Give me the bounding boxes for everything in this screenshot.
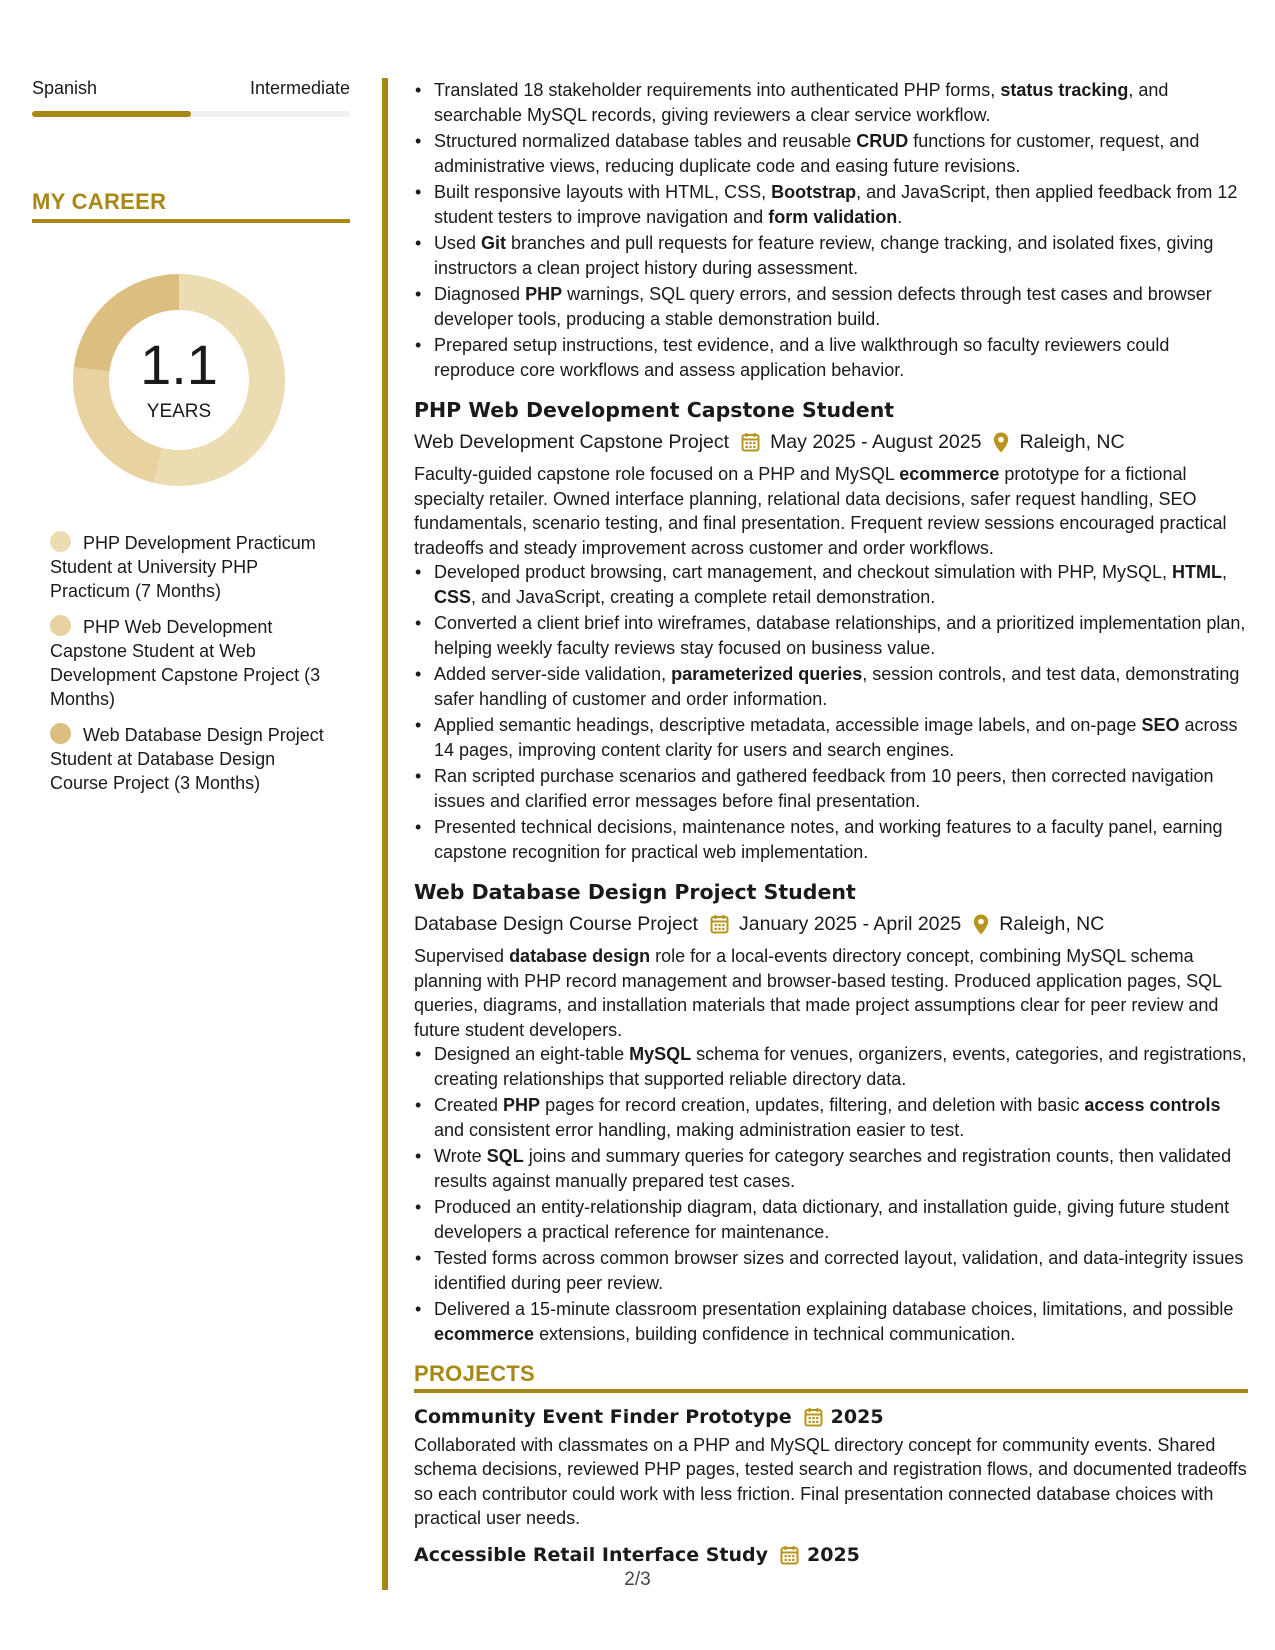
bullet-item: • Converted a client brief into wireframes, database relationships, and a prioritized implementation plan, helping weekly faculty reviews stay focused on business value. <box>434 611 1248 660</box>
language-name: Spanish <box>32 78 98 98</box>
bullet-item: • Applied semantic headings, descriptive metadata, accessible image labels, and on-page SEO across 14 pages, improving content clarity for users and search engines. <box>434 713 1248 762</box>
legend-dot-icon <box>50 615 71 636</box>
role-meta <box>414 428 1248 456</box>
language-proficiency-bar <box>32 111 350 117</box>
career-legend-item <box>50 531 332 603</box>
career-legend-item <box>50 723 332 795</box>
bullet-item: • Structured normalized database tables and reusable CRUD functions for customer, request, and administrative views, reducing duplicate code and easing future revisions. <box>434 129 1248 178</box>
project-title-row <box>414 1541 1248 1569</box>
language-proficiency-fill <box>32 111 191 117</box>
projects-section-title: PROJECTS <box>414 1362 1248 1393</box>
project-title: Accessible Retail Interface Study <box>414 1543 768 1566</box>
calendar-icon <box>741 432 760 452</box>
language-level: Intermediate <box>249 78 350 98</box>
location-icon-wrap <box>993 432 1009 453</box>
role-block <box>414 878 1248 1346</box>
experience-roles <box>414 396 1248 1346</box>
role-bullets <box>414 1042 1248 1346</box>
calendar-icon-wrap <box>710 914 729 934</box>
bullet-item: • Prepared setup instructions, test evidence, and a live walkthrough so faculty reviewers could reproduce core workflows and assess application behavior. <box>434 333 1248 382</box>
bullet-item: • Diagnosed PHP warnings, SQL query errors, and session defects through test cases and browser developer tools, producing a stable demonstration build. <box>434 282 1248 331</box>
project-block <box>414 1403 1248 1531</box>
bullet-item: • Tested forms across common browser sizes and corrected layout, validation, and data-integrity issues identified during peer review. <box>434 1246 1248 1295</box>
calendar-icon-wrap <box>804 1407 823 1427</box>
role-block <box>414 396 1248 864</box>
location-pin-icon <box>993 432 1009 453</box>
role-organization: Database Design Course Project <box>414 913 698 935</box>
legend-label: PHP Development Practicum Student at University PHP Practicum (7 Months) <box>50 533 316 601</box>
bullet-item: • Used Git branches and pull requests for feature review, change tracking, and isolated fixes, giving instructors a clean project history during assessment. <box>434 231 1248 280</box>
location-icon-wrap <box>973 914 989 935</box>
role-meta <box>414 910 1248 938</box>
project-title-row <box>414 1403 1248 1431</box>
career-total-unit: YEARS <box>146 401 212 422</box>
calendar-icon-wrap <box>741 432 760 452</box>
role-title: PHP Web Development Capstone Student <box>414 398 895 422</box>
bullet-item: • Ran scripted purchase scenarios and gathered feedback from 10 peers, then corrected navigation issues and clarified error messages before final presentation. <box>434 764 1248 813</box>
role-description: Faculty-guided capstone role focused on a PHP and MySQL ecommerce prototype for a fictional specialty retailer. Owned interface planning, relational data decisions, safer request handling, SEO fundamentals, scenario testing, and final presentation. Frequent review sessions encouraged practical tradeoffs and steady improvement across customer and order workflows. <box>414 464 1227 558</box>
bullet-item: • Wrote SQL joins and summary queries for category searches and registration counts, then validated results against manually prepared test cases. <box>434 1144 1248 1193</box>
location-pin-icon <box>973 914 989 935</box>
page-number: 2/3 <box>624 1569 651 1590</box>
career-donut <box>66 267 292 493</box>
bullet-item: • Developed product browsing, cart management, and checkout simulation with PHP, MySQL, HTML, CSS, and JavaScript, creating a complete retail demonstration. <box>434 560 1248 609</box>
role-dates: January 2025 - April 2025 <box>738 913 962 935</box>
bullet-item: • Built responsive layouts with HTML, CSS, Bootstrap, and JavaScript, then applied feedback from 12 student testers to improve navigation and form validation. <box>434 180 1248 229</box>
previous-role-bullets <box>414 78 1248 382</box>
calendar-icon-wrap <box>780 1545 799 1565</box>
bullet-item: • Presented technical decisions, maintenance notes, and working features to a faculty panel, earning capstone recognition for practical web implementation. <box>434 815 1248 864</box>
calendar-icon <box>710 914 729 934</box>
bullet-item: • Designed an eight-table MySQL schema for venues, organizers, events, categories, and registrations, creating relationships that supported reliable directory data. <box>434 1042 1248 1091</box>
project-block <box>414 1541 1248 1569</box>
bullet-item: • Created PHP pages for record creation, updates, filtering, and deletion with basic access controls and consistent error handling, making administration easier to test. <box>434 1093 1248 1142</box>
calendar-icon <box>780 1545 799 1565</box>
project-year: 2025 <box>807 1543 860 1566</box>
project-description: Collaborated with classmates on a PHP and MySQL directory concept for community events. Shared schema decisions, reviewed PHP pages, tested search and registration flows, and documented tradeoffs so each contributor could work with less friction. Final presentation connected database choices with practical user needs. <box>414 1434 1247 1528</box>
role-description: Supervised database design role for a local-events directory concept, combining MySQL schema planning with PHP record management and browser-based testing. Produced application pages, SQL queries, diagrams, and installation materials that made project assumptions clear for peer review and future student developers. <box>414 946 1222 1040</box>
role-location: Raleigh, NC <box>1019 431 1125 453</box>
bullet-item: • Produced an entity-relationship diagram, data dictionary, and installation guide, giving future student developers a practical reference for maintenance. <box>434 1195 1248 1244</box>
career-legend <box>50 531 332 795</box>
role-organization: Web Development Capstone Project <box>414 431 730 453</box>
projects-list <box>414 1403 1248 1569</box>
column-divider <box>382 78 388 1590</box>
project-title: Community Event Finder Prototype <box>414 1405 792 1428</box>
bullet-item: • Translated 18 stakeholder requirements into authenticated PHP forms, status tracking, and searchable MySQL records, giving reviewers a clear service workflow. <box>434 78 1248 127</box>
project-year: 2025 <box>830 1405 884 1428</box>
role-title: Web Database Design Project Student <box>414 880 856 904</box>
calendar-icon <box>804 1407 823 1427</box>
career-legend-item <box>50 615 332 711</box>
career-section-title: MY CAREER <box>32 189 350 223</box>
legend-dot-icon <box>50 723 71 744</box>
legend-label: PHP Web Development Capstone Student at Web Development Capstone Project (3 Months) <box>50 617 321 709</box>
language-row <box>32 78 350 99</box>
career-total-value: 1.1 <box>140 333 218 396</box>
bullet-item: • Added server-side validation, parameterized queries, session controls, and test data, demonstrating safer handling of customer and order information. <box>434 662 1248 711</box>
role-dates: May 2025 - August 2025 <box>770 431 982 453</box>
role-location: Raleigh, NC <box>999 913 1105 935</box>
right-column <box>414 78 1248 1569</box>
role-bullets <box>414 560 1248 864</box>
legend-label: Web Database Design Project Student at Database Design Course Project (3 Months) <box>50 725 324 793</box>
legend-dot-icon <box>50 531 71 552</box>
left-column <box>32 78 350 807</box>
bullet-item: • Delivered a 15-minute classroom presentation explaining database choices, limitations, and possible ecommerce extensions, building confidence in technical communication. <box>434 1297 1248 1346</box>
